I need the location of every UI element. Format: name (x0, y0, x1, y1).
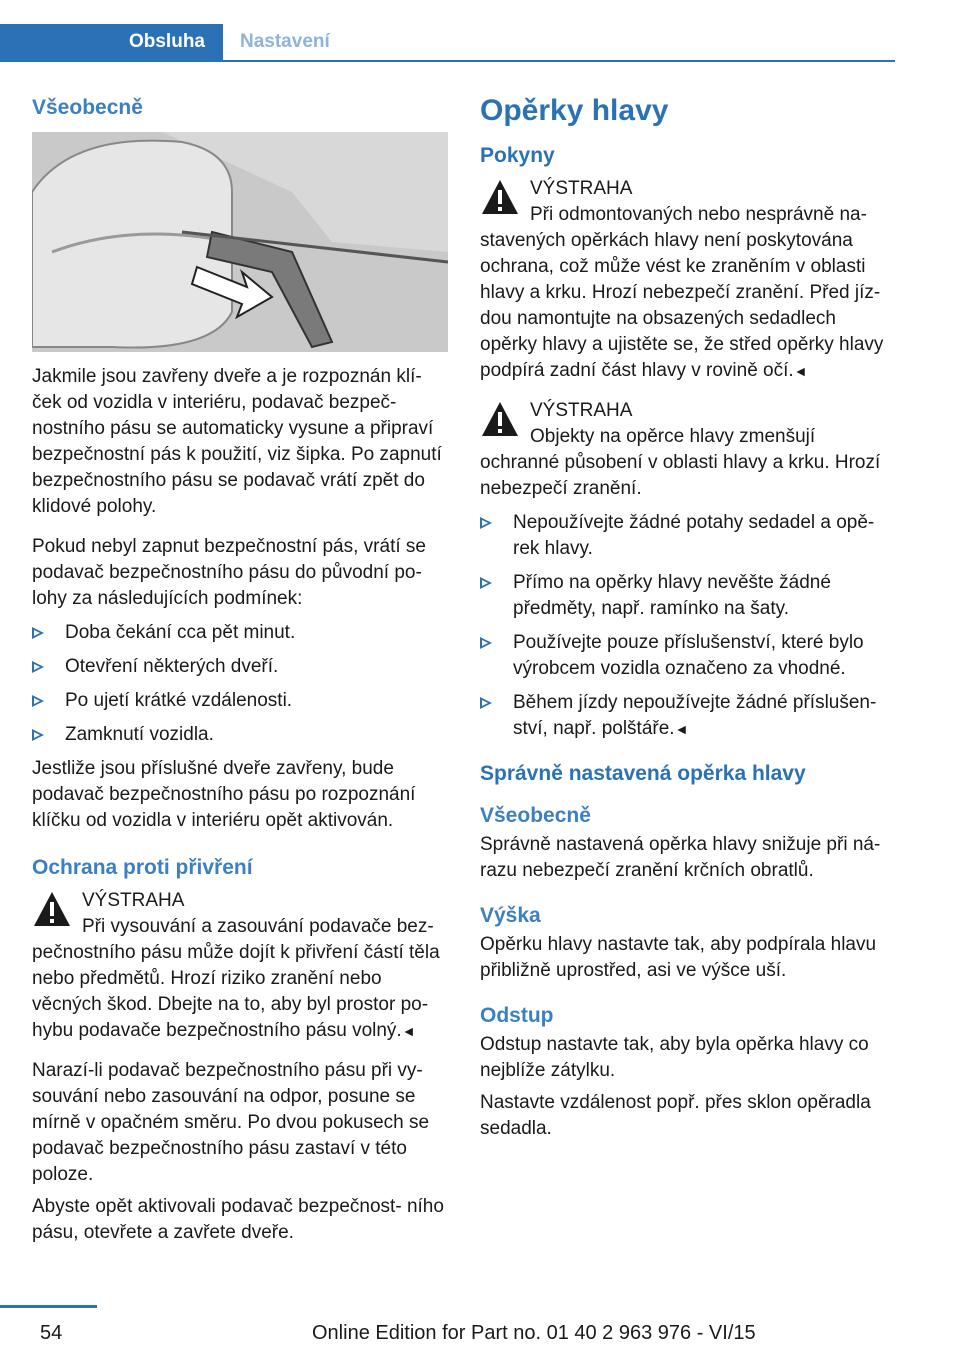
paragraph-distance-1: Odstup nastavte tak, aby byla opěrka hlavy co nejblíže zátylku. (480, 1034, 869, 1081)
heading-pinch-protection: Ochrana proti přivření (32, 856, 253, 879)
right-column (480, 96, 896, 1156)
list-item: Doba čekání cca pět minut. (32, 620, 448, 646)
list-item: Nepoužívejte žádné potahy sedadel a opě- rek hlavy. (480, 510, 896, 562)
paragraph-5: Abyste opět aktivovali podavač bezpečnost- ního pásu, otevřete a zavřete dveře. (32, 1196, 444, 1243)
tab-obsluha[interactable]: Obsluha (0, 24, 223, 60)
list-item (480, 690, 896, 742)
warning-text: Při odmontovaných nebo nesprávně na- stavených opěrkách hlavy není poskytována ochrana, což může vést ke zraněním v oblasti hlavy a krku. Hrozí nebezpečí zranění. Před jíz- dou namontujte na obsazených sedadlech opěrky hlavy a ujistěte se, že střed opěrky hlavy podpírá zadní část hlavy v rovině očí. (480, 204, 884, 381)
paragraph-distance-2: Nastavte vzdálenost popř. přes sklon opěradla sedadla. (480, 1092, 871, 1139)
end-mark-icon: ◄ (401, 1023, 416, 1039)
heading-correct-headrest: Správně nastavená opěrka hlavy (480, 762, 806, 785)
conditions-list (32, 620, 448, 748)
warning-icon (480, 400, 520, 438)
warning-title: VÝSTRAHA (82, 890, 185, 911)
list-item: Otevření některých dveří. (32, 654, 448, 680)
list-item: Používejte pouze příslušenství, které bylo výrobcem vozidla označeno za vhodné. (480, 630, 896, 682)
list-item: Zamknutí vozidla. (32, 722, 448, 748)
paragraph-height: Opěrku hlavy nastavte tak, aby podpírala hlavu přibližně uprostřed, asi ve výšce uší. (480, 934, 877, 981)
header-rule (0, 60, 895, 62)
end-mark-icon: ◄ (793, 363, 808, 379)
edition-note: Online Edition for Part no. 01 40 2 963 976 - VI/15 (312, 1322, 756, 1344)
seatbelt-feeder-photo (32, 132, 448, 352)
warning-icon (480, 178, 520, 216)
footer-rule (0, 1305, 97, 1308)
left-column (32, 96, 448, 1260)
paragraph-general: Správně nastavená opěrka hlavy snižuje při ná- razu nebezpečí zranění krčních obratlů. (480, 834, 881, 881)
list-item-text: Během jízdy nepoužívejte žádné příslušen- ství, např. polštáře. (513, 692, 877, 739)
heading-height: Výška (480, 904, 541, 927)
headrest-rules-list (480, 510, 896, 742)
heading-general-right: Všeobecně (480, 804, 591, 827)
paragraph-3: Jestliže jsou příslušné dveře zavřeny, bude podavač bezpečnostního pásu po rozpoznání klíčku od vozidla v interiéru opět aktivován. (32, 758, 416, 831)
heading-distance: Odstup (480, 1004, 554, 1027)
heading-headrests: Opěrky hlavy (480, 94, 669, 127)
page-number: 54 (40, 1322, 63, 1344)
warning-objects (480, 398, 896, 502)
end-mark-icon: ◄ (674, 721, 689, 737)
header-tabs (0, 24, 895, 62)
warning-text: Objekty na opěrce hlavy zmenšují ochranné působení v oblasti hlavy a krku. Hrozí nebezpečí zranění. (480, 426, 881, 499)
list-item: Po ujetí krátké vzdálenosti. (32, 688, 448, 714)
warning-text: Při vysouvání a zasouvání podavače bez- pečnostního pásu může dojít k přivření částí těla nebo předmětů. Hrozí riziko zranění nebo věcných škod. Dbejte na to, aby byl prostor po- hybu podavače bezpečnostního pásu volný. (32, 916, 440, 1041)
tab-nastaveni[interactable]: Nastavení (240, 31, 330, 52)
heading-general: Všeobecně (32, 96, 143, 119)
warning-title: VÝSTRAHA (530, 400, 633, 421)
paragraph-4: Narazí-li podavač bezpečnostního pásu při vy- souvání nebo zasouvání na odpor, posune se mírně v opačném směru. Po dvou pokusech se podavač bezpečnostního pásu zastaví v této poloze. (32, 1060, 430, 1185)
warning-title: VÝSTRAHA (530, 178, 633, 199)
warning-headrest-missing (480, 176, 896, 384)
list-item: Přímo na opěrky hlavy nevěšte žádné předměty, např. ramínko na šaty. (480, 570, 896, 622)
paragraph-1: Jakmile jsou zavřeny dveře a je rozpoznán klí- ček od vozidla v interiéru, podavač bezpeč- nostního pásu se automaticky vysune a připraví bezpečnostní pás k použití, viz šipka. Po zapnutí bezpečnostního pásu se podavač vrátí zpět do klidové polohy. (32, 366, 442, 517)
warning-icon (32, 890, 72, 928)
heading-notes: Pokyny (480, 144, 555, 167)
paragraph-2: Pokud nebyl zapnut bezpečnostní pás, vrátí se podavač bezpečnostního pásu do původní po- lohy za následujících podmínek: (32, 536, 426, 609)
warning-pinch (32, 888, 448, 1044)
